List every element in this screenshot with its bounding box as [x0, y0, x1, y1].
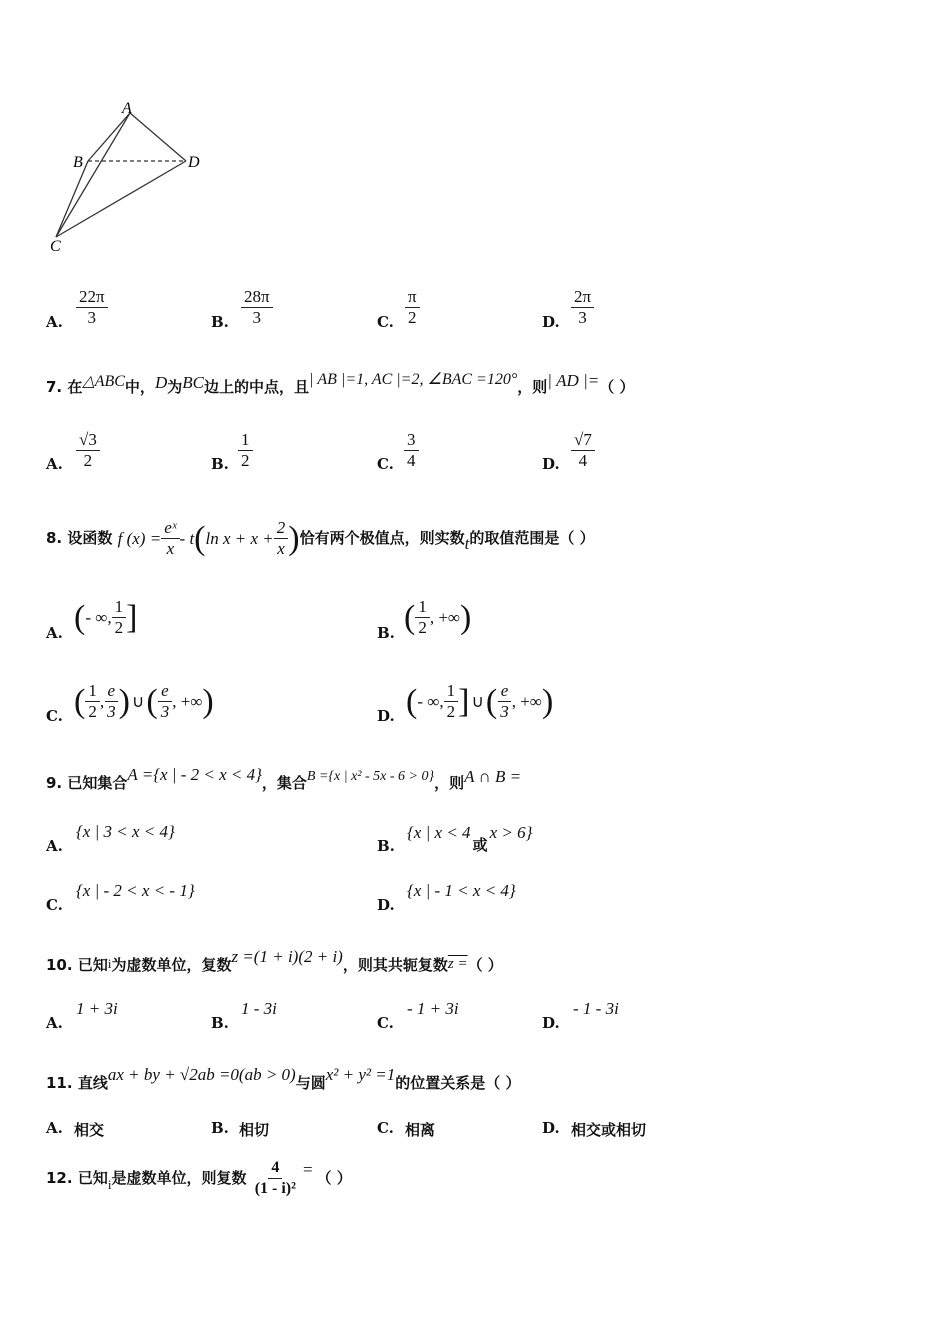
q6-option-c[interactable]: [405, 287, 420, 328]
q7-option-b[interactable]: [238, 430, 253, 471]
fraction-numerator: e: [105, 681, 119, 702]
question-text: 在: [67, 378, 83, 396]
question-text: 与圆: [295, 1074, 326, 1092]
math-set-b: B ={x | x² - 5x - 6 > 0}: [306, 769, 435, 784]
fraction-denominator: 3: [107, 702, 116, 721]
fraction-denominator: 3: [160, 702, 170, 721]
question-text: 是虚数单位，则复数: [111, 1169, 247, 1187]
q11-option-b[interactable]: 相切: [239, 1121, 270, 1139]
math-condition: | AB |=1, AC |=2, ∠BAC =120°: [308, 371, 518, 388]
q8-option-c-letter: C.: [46, 707, 63, 725]
q7-option-a[interactable]: [76, 430, 100, 471]
math-line-equation: ax + by + √2ab =0(ab > 0): [107, 1065, 296, 1084]
fraction-denominator: 2: [446, 702, 456, 721]
math-d: D: [154, 373, 168, 392]
question-9: [46, 765, 522, 793]
option-text: {x | x < 4: [407, 823, 471, 842]
q6-option-b[interactable]: [241, 287, 273, 328]
interval-start: - ∞,: [417, 691, 444, 711]
q6-option-a-letter: A.: [46, 313, 63, 331]
math-triangle: △ABC: [82, 373, 125, 390]
math-equals: =: [302, 1160, 313, 1179]
fraction-denominator: 3: [87, 308, 97, 327]
q6-option-b-letter: B.: [211, 313, 229, 331]
comma: ,: [99, 691, 105, 711]
fraction-numerator: π: [405, 287, 420, 308]
q10-option-b[interactable]: 1 - 3i: [241, 999, 277, 1018]
fraction-numerator: e: [158, 681, 172, 702]
fraction-numerator: e: [498, 681, 512, 702]
fraction-numerator: 2π: [571, 287, 594, 308]
math-f: f (x) =: [117, 528, 162, 548]
question-text: 边上的中点，且: [203, 378, 309, 396]
question-text: 中，: [124, 378, 155, 396]
fraction-denominator: 3: [578, 308, 587, 327]
option-or-text: 或: [472, 836, 488, 854]
union-symbol: ∪: [131, 691, 145, 711]
q9-option-b[interactable]: [407, 822, 533, 854]
q8-option-a[interactable]: [74, 597, 137, 638]
q8-option-b-letter: B.: [377, 624, 395, 642]
fraction-denominator: 4: [578, 451, 588, 470]
q10-option-c[interactable]: - 1 + 3i: [407, 999, 459, 1018]
fraction-denominator: 2: [241, 451, 250, 470]
q11-option-b-letter: B.: [211, 1119, 229, 1137]
paren-right: ): [541, 682, 554, 720]
fraction-denominator: 2: [88, 702, 97, 721]
fraction-numerator: √7: [571, 430, 595, 451]
paren-left: (: [406, 682, 418, 720]
q11-option-c[interactable]: 相离: [405, 1121, 436, 1139]
fraction-numerator: 1: [112, 597, 127, 618]
fraction-numerator: 1: [85, 681, 100, 702]
q7-option-c-letter: C.: [377, 455, 394, 473]
paren-left: (: [404, 598, 416, 636]
fraction-numerator: 1: [415, 597, 430, 618]
q11-option-c-letter: C.: [377, 1119, 394, 1137]
interval-end: , +∞: [429, 607, 461, 627]
q9-option-c[interactable]: {x | - 2 < x < - 1}: [76, 881, 195, 900]
math-circle-equation: x² + y² =1: [325, 1065, 396, 1084]
fraction-denominator: 2: [408, 308, 417, 327]
question-number: 8.: [46, 529, 63, 547]
q7-option-c[interactable]: [404, 430, 419, 471]
q7-option-b-letter: B.: [211, 455, 229, 473]
question-text: 的取值范围是（ ）: [469, 529, 595, 547]
option-text: x > 6}: [489, 823, 533, 842]
edge-ac: [56, 113, 130, 237]
fraction-denominator: 4: [407, 451, 416, 470]
question-text: ，则其共轭复数: [342, 956, 448, 974]
q11-option-a-letter: A.: [46, 1119, 63, 1137]
question-text: ，则: [434, 774, 465, 792]
fraction-numerator: 3: [404, 430, 419, 451]
q7-option-a-letter: A.: [46, 455, 63, 473]
q8-option-d[interactable]: [406, 681, 553, 722]
paren-right: ): [202, 682, 214, 720]
fraction-numerator: 28π: [241, 287, 273, 308]
math-intersection: A ∩ B =: [464, 767, 522, 786]
question-text: 为: [167, 378, 183, 396]
q10-option-a[interactable]: 1 + 3i: [76, 999, 118, 1018]
q8-option-c[interactable]: [74, 681, 214, 722]
question-text: 恰有两个极值点，则实数: [299, 529, 465, 547]
q6-option-d[interactable]: [571, 287, 594, 328]
question-text: ，则: [517, 378, 548, 396]
q9-option-d-letter: D.: [377, 896, 395, 914]
fraction-denominator: 2: [418, 618, 427, 637]
vertex-label-a: A: [122, 100, 132, 117]
answer-blank: （ ）: [599, 378, 635, 396]
q11-option-d[interactable]: 相交或相切: [571, 1121, 647, 1139]
fraction-numerator: 22π: [76, 287, 108, 308]
question-8: [46, 518, 595, 559]
paren-right: ): [288, 519, 300, 557]
math-set-a: A ={x | - 2 < x < 4}: [127, 765, 262, 784]
fraction-denominator: 2: [83, 451, 93, 470]
interval-end: , +∞: [172, 691, 203, 711]
q7-option-d-letter: D.: [542, 455, 560, 473]
fraction-denominator: x: [166, 539, 175, 558]
math-ln: ln x + x +: [205, 528, 274, 548]
question-11: [46, 1065, 521, 1093]
interval-start: - ∞,: [85, 607, 112, 627]
edge-ab: [88, 113, 130, 161]
q9-option-c-letter: C.: [46, 896, 63, 914]
paren-left: (: [74, 598, 86, 636]
q7-option-d[interactable]: [571, 430, 595, 471]
q6-option-d-letter: D.: [542, 313, 560, 331]
answer-blank: （ ）: [316, 1169, 352, 1187]
math-fraction: [252, 1158, 299, 1199]
q9-option-d[interactable]: {x | - 1 < x < 4}: [407, 881, 516, 900]
question-text: ，集合: [261, 774, 307, 792]
q10-option-a-letter: A.: [46, 1014, 63, 1032]
paren-right: ): [118, 682, 130, 720]
question-12: [46, 1158, 352, 1199]
edge-ad: [130, 113, 186, 161]
q8-option-d-letter: D.: [377, 707, 395, 725]
question-text: 的位置关系是（ ）: [395, 1074, 521, 1092]
question-number: 10.: [46, 956, 73, 974]
fraction-numerator: 1: [238, 430, 253, 451]
q10-option-c-letter: C.: [377, 1014, 394, 1032]
q9-option-a-letter: A.: [46, 837, 63, 855]
q9-option-a[interactable]: {x | 3 < x < 4}: [76, 822, 175, 841]
question-text: 直线: [77, 1074, 108, 1092]
q10-option-d-letter: D.: [542, 1014, 560, 1032]
math-i: i: [107, 956, 112, 971]
question-number: 9.: [46, 774, 63, 792]
math-conjugate: z =: [447, 956, 468, 972]
question-7: [46, 371, 635, 397]
vertex-label-c: C: [50, 238, 61, 255]
q11-option-a[interactable]: 相交: [74, 1121, 105, 1139]
q8-option-a-letter: A.: [46, 624, 63, 642]
math-function: [118, 518, 300, 559]
paren-left: (: [74, 682, 86, 720]
question-number: 12.: [46, 1169, 73, 1187]
question-number: 7.: [46, 378, 63, 396]
fraction-numerator: 1: [444, 681, 459, 702]
bracket-right: ]: [126, 598, 138, 636]
answer-blank: （ ）: [467, 956, 503, 974]
fraction-numerator: √3: [76, 430, 100, 451]
q11-option-d-letter: D.: [542, 1119, 560, 1137]
fraction-denominator: 2: [114, 618, 124, 637]
paren-right: ): [460, 598, 472, 636]
vertex-label-d: D: [188, 154, 200, 171]
question-text: 设函数: [67, 529, 113, 547]
q6-option-c-letter: C.: [377, 313, 394, 331]
edge-bc: [56, 161, 88, 237]
math-i: i: [107, 1177, 112, 1192]
question-text: 已知: [77, 1169, 108, 1187]
fraction-denominator: x: [277, 539, 285, 558]
q6-option-a[interactable]: [76, 287, 108, 328]
math-z-expression: z =(1 + i)(2 + i): [231, 947, 343, 966]
question-10: [46, 947, 503, 975]
q9-option-b-letter: B.: [377, 837, 395, 855]
question-text: 已知集合: [67, 774, 128, 792]
fraction-numerator: eˣ: [161, 518, 179, 539]
tetrahedron-figure: [40, 95, 220, 260]
q8-option-b[interactable]: [404, 597, 471, 638]
edge-cd: [56, 161, 186, 237]
paren-left: (: [485, 682, 498, 720]
paren-left: (: [146, 682, 158, 720]
interval-end: , +∞: [511, 691, 542, 711]
fraction-denominator: 3: [252, 308, 262, 327]
union-symbol: ∪: [471, 691, 484, 711]
question-text: 为虚数单位，复数: [111, 956, 232, 974]
fraction-denominator: 3: [500, 702, 509, 721]
math-t: t: [464, 534, 470, 553]
q10-option-b-letter: B.: [211, 1014, 229, 1032]
math-bc: BC: [182, 373, 204, 392]
math-ad: | AD |=: [547, 371, 600, 390]
paren-left: (: [194, 519, 206, 557]
fraction-numerator: 2: [274, 518, 289, 539]
question-text: 已知: [77, 956, 108, 974]
math-minus-t: - t: [179, 528, 195, 548]
q10-option-d[interactable]: - 1 - 3i: [573, 999, 619, 1018]
question-number: 11.: [46, 1074, 73, 1092]
vertex-label-b: B: [73, 154, 83, 171]
fraction-denominator: (1 - i)²: [254, 1180, 296, 1197]
bracket-right: ]: [458, 682, 470, 720]
fraction-numerator: 4: [268, 1158, 282, 1179]
